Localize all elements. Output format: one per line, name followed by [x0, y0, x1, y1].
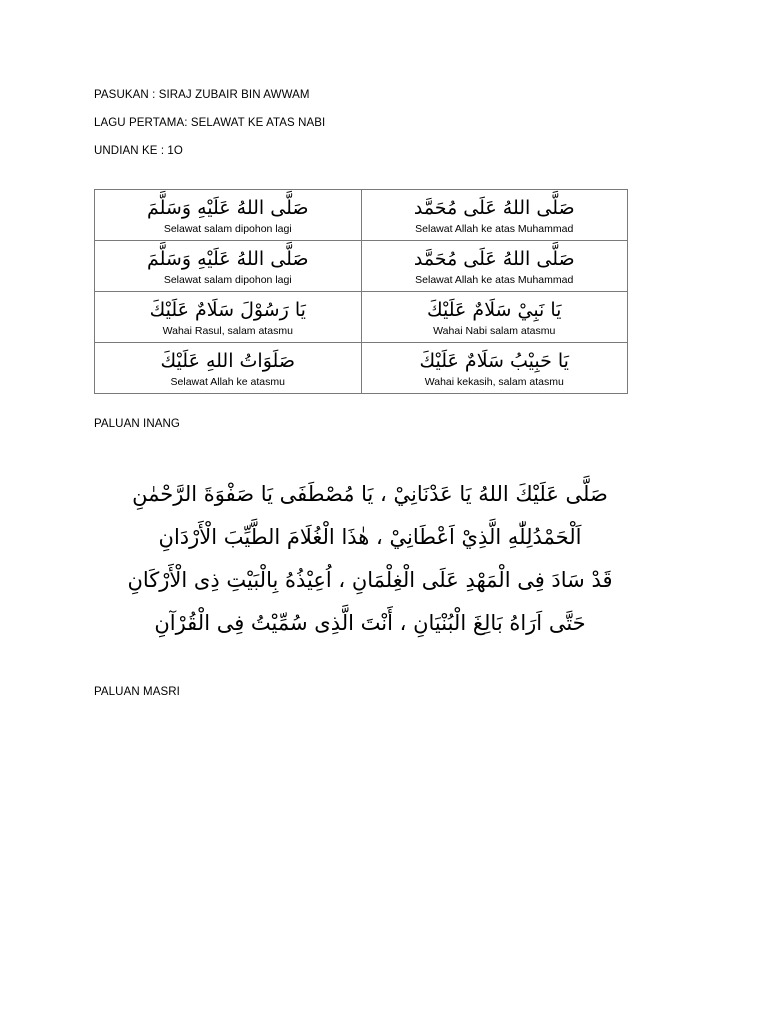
table-row: [95, 190, 628, 241]
translation-text: Wahai Nabi salam atasmu: [433, 325, 556, 337]
verse-line: صَلَّى عَلَيْكَ اللهُ يَا عَدْنَانِيْ ، يَا مُصْطَفَى يَا صَفْوَةَ الرَّحْمٰنِ: [132, 482, 608, 506]
arabic-text: يَا رَسُوْلَ سَلَامٌ عَلَيْكَ: [149, 299, 306, 321]
arabic-text: صَلَوَاتُ اللهِ عَلَيْكَ: [160, 350, 295, 372]
verse-line: حَتَّى اَرَاهُ بَالِغَ الْبُنْيَانِ ، أَنْتَ الَّذِى سُمِّيْتُ فِى الْقُرْآنِ: [154, 611, 586, 635]
verse-line: قَدْ سَادَ فِى الْمَهْدِ عَلَى الْغِلْمَانِ ، اُعِيْذُهُ بِالْبَيْتِ ذِى الْأَرْكَانِ: [127, 568, 613, 592]
translation-text: Selawat Allah ke atas Muhammad: [415, 223, 574, 235]
arabic-text: صَلَّى اللهُ عَلَى مُحَمَّد: [413, 248, 575, 270]
verse-line: اَلْحَمْدُلِلّٰهِ الَّذِيْ اَعْطَانِيْ ، هٰذَا الْغُلَامَ الطَّيِّبَ الْأَرْدَانِ: [158, 525, 582, 549]
table-row: [95, 343, 628, 394]
translation-text: Selawat Allah ke atas Muhammad: [415, 274, 574, 286]
paluan-inang-heading: PALUAN INANG: [94, 418, 180, 430]
first-song-heading: LAGU PERTAMA: SELAWAT KE ATAS NABI: [94, 117, 326, 129]
team-heading: PASUKAN : SIRAJ ZUBAIR BIN AWWAM: [94, 89, 310, 101]
arabic-text: صَلَّى اللهُ عَلَيْهِ وَسَلَّمَ: [147, 197, 309, 219]
translation-text: Selawat Allah ke atasmu: [170, 376, 285, 388]
translation-text: Selawat salam dipohon lagi: [163, 274, 292, 286]
arabic-text: صَلَّى اللهُ عَلَيْهِ وَسَلَّمَ: [147, 248, 309, 270]
arabic-text: يَا نَبِيْ سَلَامٌ عَلَيْكَ: [427, 299, 562, 321]
table-cell-right: [361, 241, 628, 292]
arabic-text: صَلَّى اللهُ عَلَى مُحَمَّد: [413, 197, 575, 219]
arabic-text: يَا حَبِيْبُ سَلَامٌ عَلَيْكَ: [419, 350, 569, 372]
table-row: [95, 292, 628, 343]
paluan-masri-heading: PALUAN MASRI: [94, 686, 180, 698]
table-cell-right: [361, 190, 628, 241]
translation-text: Wahai Rasul, salam atasmu: [162, 325, 293, 337]
table-cell-right: [361, 292, 628, 343]
translation-text: Selawat salam dipohon lagi: [163, 223, 292, 235]
translation-text: Wahai kekasih, salam atasmu: [424, 376, 564, 388]
draw-number-heading: UNDIAN KE : 1O: [94, 145, 183, 157]
table-cell-left: [95, 292, 362, 343]
table-row: [95, 241, 628, 292]
table-cell-left: [95, 241, 362, 292]
table-cell-left: [95, 343, 362, 394]
table-cell-right: [361, 343, 628, 394]
table-cell-left: [95, 190, 362, 241]
selawat-table: [94, 189, 628, 394]
